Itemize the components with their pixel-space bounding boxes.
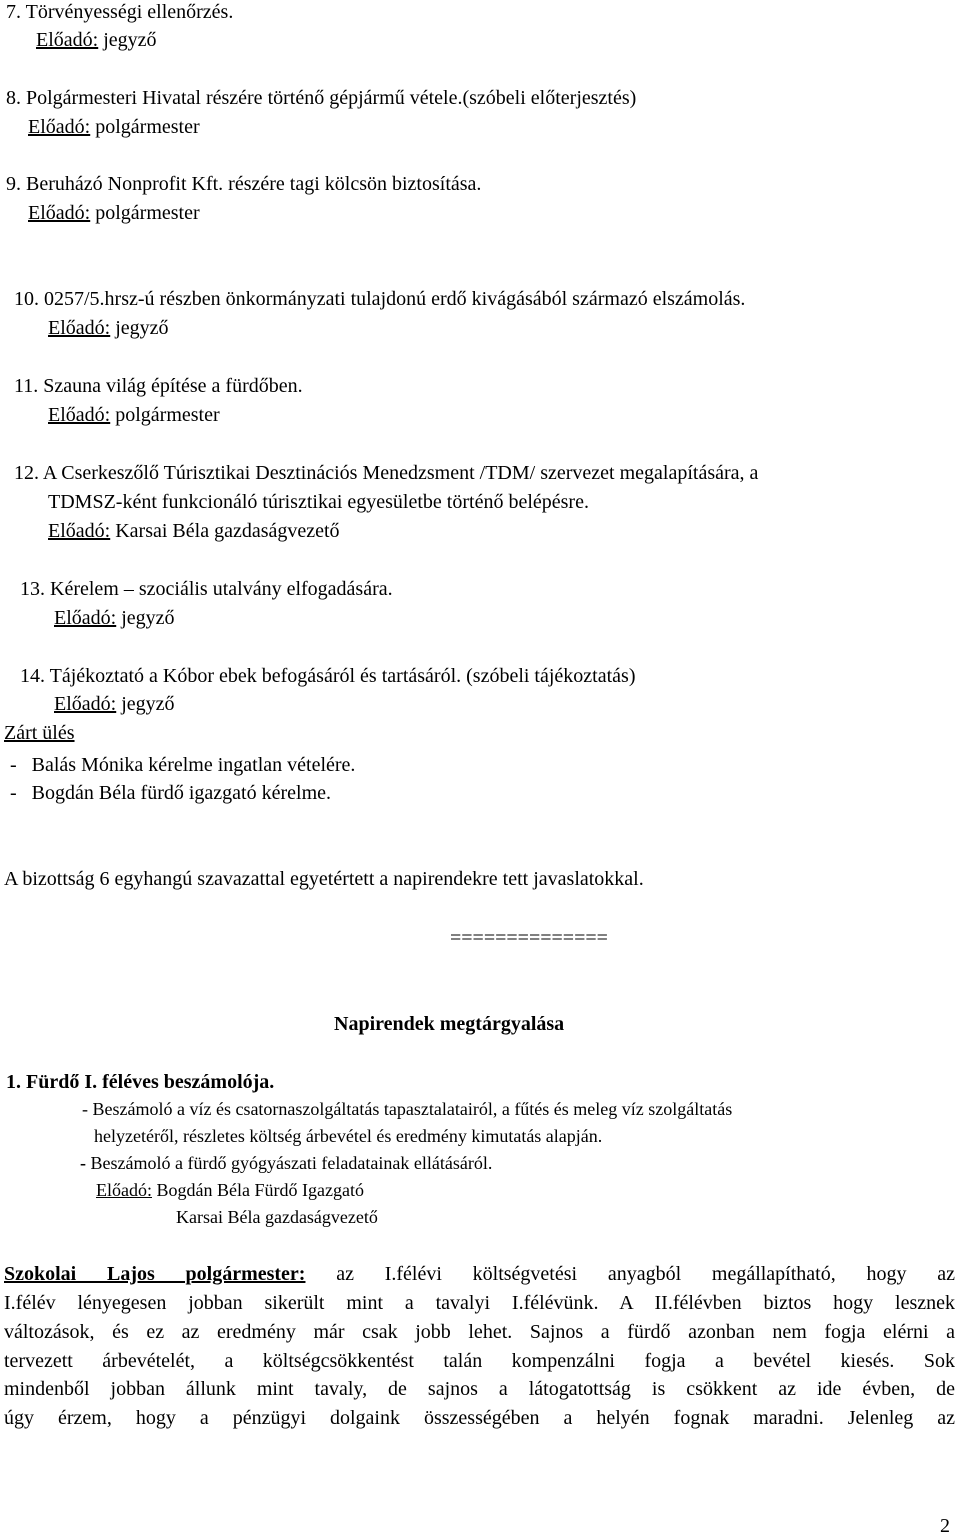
agenda-item-11-title: 11. Szauna világ építése a fürdőben. bbox=[14, 375, 303, 397]
agenda-item-13-title: 13. Kérelem – szociális utalvány elfogadására. bbox=[20, 578, 393, 600]
agenda-item-12-title-line2: TDMSZ-ként funkcionáló túrisztikai egyesületbe történő belépésre. bbox=[48, 491, 589, 513]
presenter-name: jegyző bbox=[116, 693, 175, 715]
separator-line: ============== bbox=[450, 927, 608, 949]
presenter-label: Előadó: bbox=[48, 404, 111, 426]
presenter-label: Előadó: bbox=[54, 607, 117, 629]
presenter-label: Előadó: bbox=[28, 116, 91, 138]
item-1-bullet-2 bbox=[80, 1151, 492, 1175]
speech-line-5: mindenből jobban állunk mint tavaly, de sajnos a látogatottság is csökkent az ide évben, de bbox=[4, 1378, 955, 1400]
presenter-name: polgármester bbox=[110, 404, 220, 426]
agenda-item-8-title: 8. Polgármesteri Hivatal részére történő gépjármű vétele.(szóbeli előterjesztés) bbox=[6, 87, 637, 109]
presenter-name: polgármester bbox=[90, 116, 200, 138]
speech-text: az I.félévi költségvetési anyagból megállapítható, hogy az bbox=[305, 1263, 955, 1285]
speaker-name: Szokolai Lajos polgármester: bbox=[4, 1263, 306, 1285]
agenda-item-10-title: 10. 0257/5.hrsz-ú részben önkormányzati tulajdonú erdő kivágásából származó elszámolás. bbox=[14, 288, 746, 310]
bullet-dash: - bbox=[80, 1153, 86, 1173]
presenter-name: jegyző bbox=[98, 29, 157, 51]
presenter-label: Előadó: bbox=[54, 693, 117, 715]
agenda-item-7-presenter bbox=[36, 28, 157, 52]
agenda-item-7-title: 7. Törvényességi ellenőrzés. bbox=[6, 1, 234, 23]
speech-line-4: tervezett árbevételét, a költségcsökkentést talán kompenzálni fogja a bevétel kiesés. Sok bbox=[4, 1350, 955, 1372]
item-1-presenter-2: Karsai Béla gazdaságvezető bbox=[176, 1207, 378, 1227]
closed-session-heading: Zárt ülés bbox=[4, 722, 75, 744]
agenda-item-8-presenter bbox=[28, 115, 200, 139]
speech-line-1 bbox=[4, 1262, 955, 1286]
agenda-item-9-title: 9. Beruházó Nonprofit Kft. részére tagi kölcsön biztosítása. bbox=[6, 173, 482, 195]
committee-decision: A bizottság 6 egyhangú szavazattal egyetértett a napirendekre tett javaslatokkal. bbox=[4, 868, 644, 890]
agenda-item-14-presenter bbox=[54, 692, 175, 716]
presenter-name: Bogdán Béla Fürdő Igazgató bbox=[152, 1180, 364, 1200]
bullet-text: Beszámoló a fürdő gyógyászati feladatainak ellátásáról. bbox=[86, 1153, 493, 1173]
item-1-presenter-1 bbox=[96, 1178, 364, 1202]
presenter-label: Előadó: bbox=[96, 1180, 152, 1200]
agenda-item-14-title: 14. Tájékoztató a Kóbor ebek befogásáról és tartásáról. (szóbeli tájékoztatás) bbox=[20, 665, 636, 687]
section-title: Napirendek megtárgyalása bbox=[334, 1013, 565, 1035]
presenter-name: polgármester bbox=[90, 202, 200, 224]
presenter-label: Előadó: bbox=[36, 29, 99, 51]
item-1-title: 1. Fürdő I. féléves beszámolója. bbox=[6, 1071, 275, 1093]
speech-line-2: I.félév lényegesen jobban sikerült mint a tavalyi I.félévünk. A II.félévben biztos hogy lesznek bbox=[4, 1292, 955, 1314]
agenda-item-12-presenter bbox=[48, 519, 340, 543]
speech-line-6: úgy érzem, hogy a pénzügyi dolgaink összességében a helyén fognak maradni. Jelenleg az bbox=[4, 1407, 955, 1429]
agenda-item-11-presenter bbox=[48, 403, 220, 427]
item-1-bullet-1-line-2: helyzetéről, részletes költség árbevétel és eredmény kimutatás alapján. bbox=[94, 1126, 603, 1146]
agenda-item-12-title-line1: 12. A Cserkeszőlő Túrisztikai Desztinációs Menedzsment /TDM/ szervezet megalapítására, a bbox=[14, 462, 759, 484]
agenda-item-9-presenter bbox=[28, 201, 200, 225]
presenter-name: jegyző bbox=[110, 317, 169, 339]
presenter-name: jegyző bbox=[116, 607, 175, 629]
agenda-item-13-presenter bbox=[54, 606, 175, 630]
agenda-item-10-presenter bbox=[48, 316, 169, 340]
closed-session-item: - Balás Mónika kérelme ingatlan vételére. bbox=[10, 754, 356, 776]
page-number: 2 bbox=[940, 1515, 950, 1537]
presenter-label: Előadó: bbox=[48, 520, 111, 542]
presenter-label: Előadó: bbox=[48, 317, 111, 339]
item-1-bullet-1-line-1: - Beszámoló a víz és csatornaszolgáltatás tapasztalatairól, a fűtés és meleg víz szolgáltatás bbox=[82, 1099, 733, 1119]
presenter-label: Előadó: bbox=[28, 202, 91, 224]
presenter-name: Karsai Béla gazdaságvezető bbox=[110, 520, 340, 542]
closed-session-item: - Bogdán Béla fürdő igazgató kérelme. bbox=[10, 782, 331, 804]
speech-line-3: változások, és ez az eredmény már csak jobb lehet. Sajnos a fürdő azonban nem fogja elérni a bbox=[4, 1321, 955, 1343]
